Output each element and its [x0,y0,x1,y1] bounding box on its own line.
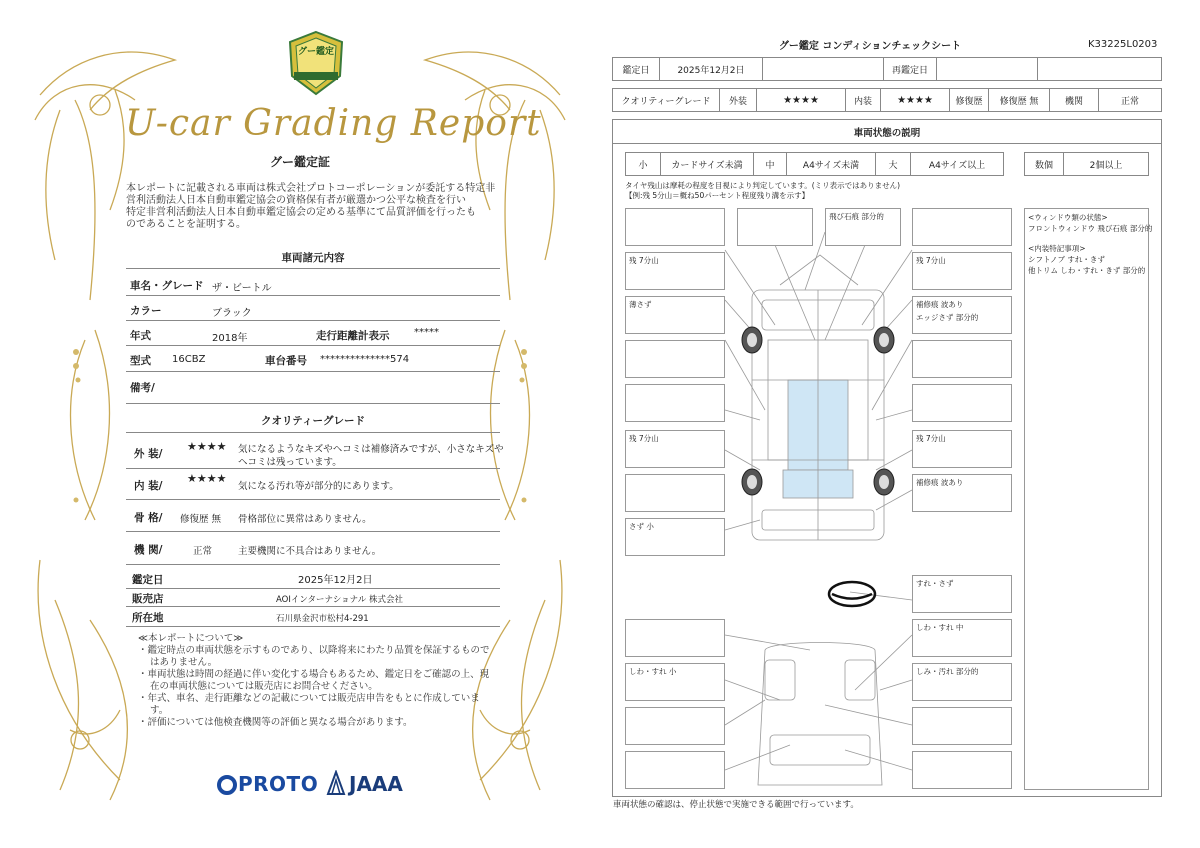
color-label: カラー [130,305,162,317]
dealer-value: AOIインターナショナル 株式会社 [276,595,403,605]
color-value: ブラック [212,308,252,319]
badge-text: グー鑑定 [297,47,334,57]
interior-stars: ★★★★ [187,472,227,485]
redate-label: 再鑑定日 [883,57,937,81]
engine-value: 正常 [1098,88,1162,112]
divider [126,295,500,296]
interior-text: 気になる汚れ等が部分的にあります。 [238,481,399,492]
tire-fr-box: 残 7分山 [912,252,1012,290]
legend-medium: 中 [753,152,787,176]
divider [126,499,500,500]
damage-box [912,208,1012,246]
divider [126,626,500,627]
tire-note-1: タイヤ残山は摩耗の程度を目視により判定しています。(ミリ表示ではありません) [625,181,901,190]
damage-box [625,208,725,246]
note-item: ・評価については他検査機関等の評価と異なる場合があります。 [138,717,413,728]
legend-medium-desc: A4サイズ未満 [786,152,876,176]
interior-label: 内 装/ [134,480,163,492]
body-line: 本レポートに記載される車両は株式会社プロトコーポレーションが委託する特定非 [126,183,496,194]
proto-logo-icon [216,774,238,796]
chassis-value: **************574 [320,354,410,365]
divider [126,606,500,607]
damage-box [912,340,1012,378]
interior-text-1: シフトノブ すれ・きず [1028,255,1105,264]
engine-value: 正常 [193,546,213,557]
divider [126,320,500,321]
divider [126,432,500,433]
condition-check-sheet [600,0,1200,848]
script-title: U-car Grading Report [125,103,542,144]
location-label: 所在地 [132,612,164,624]
year-label: 年式 [130,330,151,342]
jaaa-logo-text: JAAA [349,772,403,796]
frame-label: 骨 格/ [134,512,163,524]
interior-title: <内装特記事項> [1028,244,1086,253]
legend-count-desc: 2個以上 [1063,152,1149,176]
mileage-label: 走行距離計表示 [316,330,390,342]
damage-box [625,384,725,422]
grade-label: クオリティーグレード [612,88,720,112]
certificate-body [126,183,496,231]
engine-label: 機関 [1049,88,1099,112]
int-right-1-box: しわ・すれ 中 [912,619,1012,657]
notes-title: ≪本レポートについて≫ [138,633,244,644]
body-line: のであることを証明する。 [126,219,246,230]
exterior-label: 外装 [719,88,757,112]
legend-large-desc: A4サイズ以上 [910,152,1004,176]
right-3-box [912,296,1012,334]
body-line: 特定非営利活動法人日本自動車鑑定協会の定める基準にて品質評価を行ったも [126,207,476,218]
exterior-label: 外 装/ [134,448,163,460]
engine-text: 主要機関に不具合はありません。 [238,546,382,557]
side-notes [1024,208,1153,790]
note-item: ・年式、車名、走行距離などの記載については販売店申告をもとに作成しています。 [138,693,480,716]
repair-label: 修復歴 [949,88,989,112]
legend-small: 小 [625,152,661,176]
tire-rr-box: 残 7分山 [912,430,1012,468]
divider [126,564,500,565]
top-center-box: 飛び石痕 部分的 [825,208,901,246]
exterior-text-2: ヘコミは残っています。 [238,457,342,468]
damage-box [912,751,1012,789]
model-value: 16CBZ [172,354,206,365]
interior-text-2: 他トリム しわ・すれ・きず 部分的 [1028,266,1146,275]
engine-label: 機 関/ [134,544,163,556]
appraisal-date-label: 鑑定日 [132,574,164,586]
divider [126,268,500,269]
report-notes [138,633,498,729]
damage-box [912,384,1012,422]
section-title: 車両状態の説明 [612,119,1162,144]
tire-rl-box: 残 7分山 [625,430,725,468]
right-3-line-1: 補修痕 波あり [916,300,964,309]
damage-box [625,474,725,512]
divider [126,371,500,372]
divider [126,468,500,469]
note-item: ・車両状態は時間の経過に伴い変化する場合もあるため、鑑定日をご確認の上、現在の車両状態については販売店にお問合せください。 [138,669,490,692]
steering-box: すれ・さず [912,575,1012,613]
year-value: 2018年 [212,333,248,344]
body-line: 営利活動法人日本自動車鑑定協会の資格保有者が厳選かつ公平な検査を行い [126,195,466,206]
divider [126,403,500,404]
frame-text: 骨格部位に異常はありません。 [238,514,372,525]
damage-box [625,707,725,745]
exterior-stars: ★★★★ [756,88,846,112]
sheet-footer: 車両状態の確認は、停止状態で実施できる範囲で行っています。 [613,800,859,810]
mileage-value: ***** [414,327,439,338]
certificate-title: グー鑑定証 [269,155,330,169]
tire-fl-box: 残 7分山 [625,252,725,290]
interior-label: 内装 [845,88,881,112]
model-label: 型式 [130,355,151,367]
left-rear-box: さず 小 [625,518,725,556]
specs-title: 車両諸元内容 [281,252,345,264]
repair-value: 修復歴 無 [988,88,1050,112]
appraisal-date-value: 2025年12月2日 [298,575,373,586]
damage-box [625,751,725,789]
legend-count: 数個 [1024,152,1064,176]
damage-box [912,707,1012,745]
note-item: ・鑑定時点の車両状態を示すものであり、以降将来にわたり品質を保証するものではありません。 [138,645,490,668]
window-title: <ウィンドウ類の状態> [1028,213,1108,222]
quality-title: クオリティーグレード [261,415,365,427]
interior-stars: ★★★★ [880,88,950,112]
divider [126,345,500,346]
exterior-stars: ★★★★ [187,440,227,453]
sheet-title: グー鑑定 コンディションチェックシート [778,41,962,52]
chassis-label: 車台番号 [265,355,307,367]
int-right-2-box: しみ・汚れ 部分的 [912,663,1012,701]
window-text: フロントウィンドウ 飛び石痕 部分的 [1028,224,1153,233]
car-name-label: 車名・グレード [130,280,204,292]
location-value: 石川県金沢市松村4-291 [276,614,369,624]
date-value: 2025年12月2日 [659,57,763,81]
divider [126,531,500,532]
int-left-box: しわ・すれ 小 [625,663,725,701]
goo-appraisal-badge-icon [286,30,346,96]
damage-box [737,208,813,246]
car-name-value: ザ・ビートル [212,283,272,294]
left-3-box: 薄さず [625,296,725,334]
frame-value: 修復歴 無 [180,514,222,525]
exterior-text-1: 気になるようなキズやヘコミは補修済みですが、小さなキズや [238,444,504,455]
proto-logo-text: PROTO [238,772,319,796]
sheet-code: K33225L0203 [1088,39,1158,50]
dealer-label: 販売店 [132,593,164,605]
damage-box [625,619,725,657]
date-label: 鑑定日 [612,57,660,81]
tire-note-2: 【例:残 5分山＝概ね50パーセント程度残り溝を示す】 [625,191,810,200]
right-3-line-2: エッジさず 部分的 [916,313,979,322]
jaaa-logo-icon [326,770,346,796]
right-rear-box: 補修痕 波あり [912,474,1012,512]
remarks-label: 備考/ [130,382,155,394]
divider [126,588,500,589]
legend-large: 大 [875,152,911,176]
legend-small-desc: カードサイズ未満 [660,152,754,176]
damage-box [625,340,725,378]
